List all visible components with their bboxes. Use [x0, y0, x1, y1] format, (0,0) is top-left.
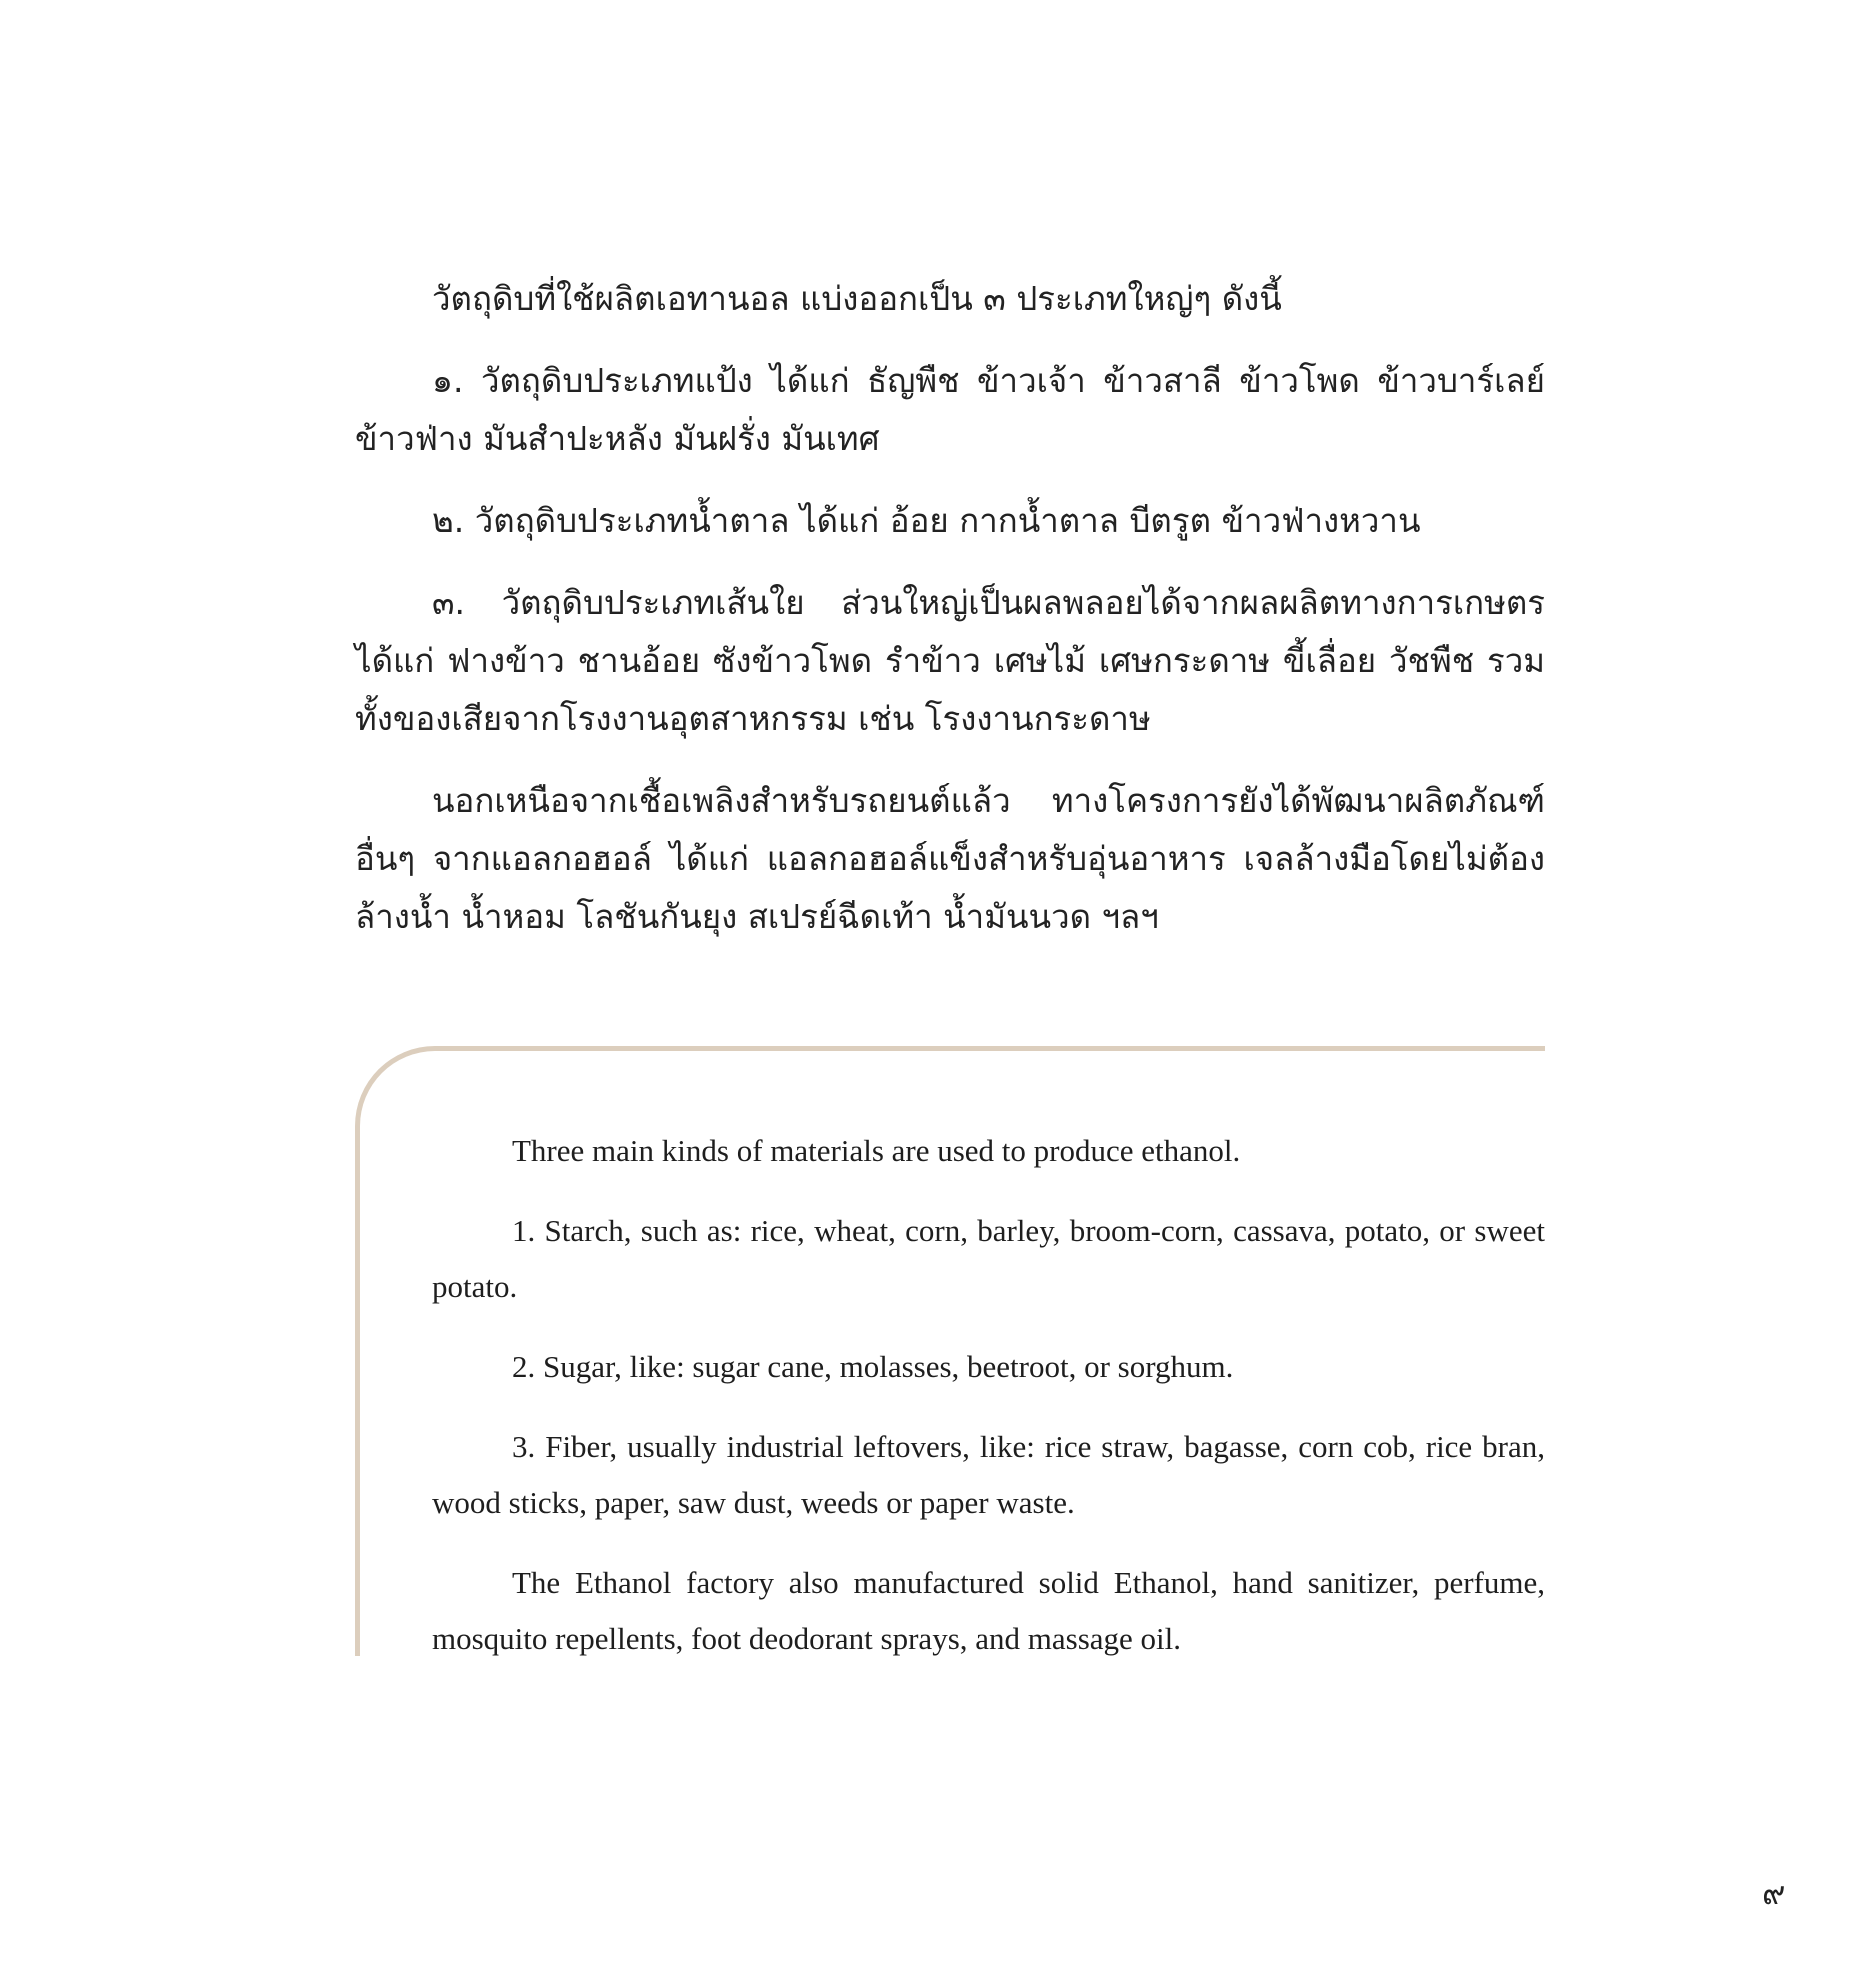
thai-item-starch: ๑. วัตถุดิบประเภทแป้ง ได้แก่ ธัญพืช ข้าวเจ้า ข้าวสาลี ข้าวโพด ข้าวบาร์เลย์ ข้าวฟ่าง มันสำปะหลัง มันฝรั่ง มันเทศ [355, 361, 1545, 458]
thai-closing-paragraph: นอกเหนือจากเชื้อเพลิงสำหรับรถยนต์แล้ว ทางโครงการยังได้พัฒนาผลิตภัณฑ์อื่นๆ จากแอลกอฮอล์ ได้แก่ แอลกอฮอล์แข็งสำหรับอุ่นอาหาร เจลล้างมือโดยไม่ต้องล้างน้ำ น้ำหอม โลชันกันยุง สเปรย์ฉีดเท้า น้ำมันนวด ฯลฯ [355, 781, 1545, 936]
english-item-fiber: 3. Fiber, usually industrial leftovers, like: rice straw, bagasse, corn cob, rice bran, wood sticks, paper, saw dust, weeds or paper waste. [432, 1429, 1545, 1520]
english-item-starch: 1. Starch, such as: rice, wheat, corn, barley, broom-corn, cassava, potato, or sweet potato. [432, 1213, 1545, 1304]
thai-item-fiber: ๓. วัตถุดิบประเภทเส้นใย ส่วนใหญ่เป็นผลพลอยได้จากผลผลิตทางการเกษตร ได้แก่ ฟางข้าว ชานอ้อย ซังข้าวโพด รำข้าว เศษไม้ เศษกระดาษ ขี้เลื่อย วัชพืช รวมทั้งของเสียจากโรงงานอุตสาหกรรม เช่น โรงงานกระดาษ [355, 583, 1545, 738]
english-closing-paragraph: The Ethanol factory also manufactured solid Ethanol, hand sanitizer, perfume, mosquito repellents, foot deodorant sprays, and massage oil. [432, 1565, 1545, 1656]
thai-item-sugar: ๒. วัตถุดิบประเภทน้ำตาล ได้แก่ อ้อย กากน้ำตาล บีตรูต ข้าวฟ่างหวาน [432, 501, 1421, 540]
thai-intro-paragraph: วัตถุดิบที่ใช้ผลิตเอทานอล แบ่งออกเป็น ๓ ประเภทใหญ่ๆ ดังนี้ [432, 279, 1282, 318]
english-text-section [432, 1123, 1545, 1691]
thai-text-section [355, 270, 1545, 970]
page-number: ๙ [1762, 1874, 1786, 1912]
english-item-sugar: 2. Sugar, like: sugar cane, molasses, beetroot, or sorghum. [512, 1349, 1234, 1384]
english-intro-paragraph: Three main kinds of materials are used to produce ethanol. [512, 1133, 1241, 1168]
